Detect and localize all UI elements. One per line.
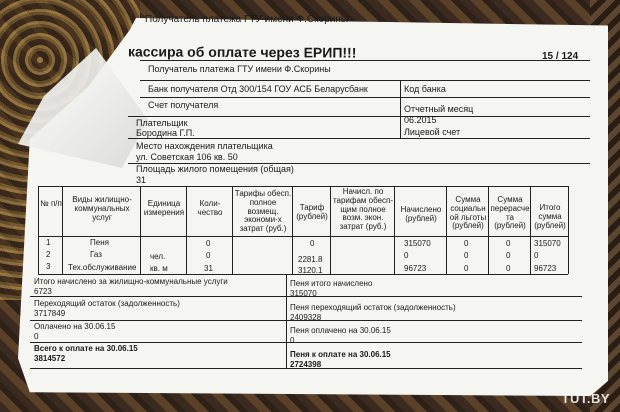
header-num: № п/п bbox=[40, 199, 62, 208]
row-service: Газ bbox=[90, 250, 102, 259]
table-col bbox=[140, 186, 141, 274]
row-num: 2 bbox=[46, 250, 51, 259]
row-recalc: 0 bbox=[506, 251, 511, 260]
bank: Банк получателя Отд 300/154 ГОУ АСБ Беларусбанк bbox=[148, 84, 368, 94]
address-label: Место нахождения плательщика bbox=[136, 141, 273, 151]
row-recalc: 0 bbox=[506, 239, 511, 248]
penalty-carryover-label: Пеня переходящий остаток (задолженность) bbox=[290, 303, 456, 312]
paid-value: 0 bbox=[34, 332, 39, 341]
row-num: 1 bbox=[46, 238, 51, 247]
header-accrued-full: Начисл. по тарифам обесп-щим полное возм. экон. затрат (руб.) bbox=[332, 187, 394, 232]
top-recipient-text: Получатель платежа ГТУ имени Ф.Скорины bbox=[145, 14, 349, 25]
penalty-due-value: 2724398 bbox=[290, 360, 322, 369]
account-label: Счет получателя bbox=[148, 100, 219, 110]
row-unit: чел. bbox=[150, 252, 166, 261]
header-line bbox=[128, 138, 590, 139]
due-value: 3814572 bbox=[34, 354, 66, 363]
table-col bbox=[394, 186, 395, 274]
header-social: Сумма социальн ой льготы (рублей) bbox=[449, 195, 487, 231]
penalty-carryover-value: 2409328 bbox=[290, 313, 322, 322]
row-total: 96723 bbox=[534, 264, 557, 273]
row-service: Пеня bbox=[90, 238, 109, 247]
row-qty: 31 bbox=[204, 264, 213, 273]
table-col bbox=[330, 186, 331, 274]
total-penalty-label: Пеня итого начислено bbox=[290, 279, 373, 288]
paid-label: Оплачено на 30.06.15 bbox=[34, 322, 116, 331]
header-unit: Единица измерения bbox=[143, 199, 185, 217]
table-col bbox=[186, 186, 187, 274]
row-num: 3 bbox=[46, 262, 51, 271]
tutby-watermark: TUT.BY bbox=[561, 391, 610, 406]
header-accrued: Начислено (рублей) bbox=[400, 205, 442, 223]
table-col bbox=[568, 186, 569, 274]
row-accrued: 96723 bbox=[404, 264, 427, 273]
penalty-paid-label: Пеня оплачено на 30.06.15 bbox=[290, 326, 391, 335]
total-penalty-value: 315070 bbox=[290, 289, 317, 298]
carryover-label: Переходящий остаток (задолженность) bbox=[34, 299, 180, 308]
table-col bbox=[446, 186, 447, 274]
personal-account-label: Лицевой счет bbox=[404, 127, 461, 137]
address-value: ул. Советская 106 кв. 50 bbox=[136, 152, 238, 162]
header-recalc: Сумма перерасче та (рублей) bbox=[490, 195, 530, 231]
header-line bbox=[128, 116, 590, 117]
row-tariff: 0 bbox=[310, 239, 315, 248]
penalty-paid-value: 0 bbox=[290, 336, 295, 345]
header-service: Виды жилищно-коммунальных услуг bbox=[72, 195, 132, 222]
row-tariff: 3120.1 bbox=[298, 266, 323, 275]
row-social: 0 bbox=[464, 264, 469, 273]
period-value: 06.2015 bbox=[404, 115, 437, 125]
row-qty: 0 bbox=[206, 239, 211, 248]
row-social: 0 bbox=[464, 239, 469, 248]
row-qty: 0 bbox=[206, 251, 211, 260]
row-tariff: 2281.8 bbox=[298, 255, 323, 264]
header-total: Итого сумма (рублей) bbox=[534, 203, 566, 230]
penalty-due-label: Пеня к оплате на 30.06.15 bbox=[290, 350, 391, 359]
payer-name: Бородина Г.П. bbox=[136, 128, 195, 138]
table-col bbox=[232, 186, 233, 274]
table-col bbox=[292, 186, 293, 274]
header-qty: Коли-чество bbox=[197, 199, 223, 217]
row-service: Тех.обслуживание bbox=[68, 263, 137, 272]
header-tariff-full: Тарифы обесп. полное возмещ. экономи-х затрат (руб.) bbox=[234, 189, 292, 234]
bank-code-label: Код банка bbox=[404, 84, 446, 94]
table-col bbox=[62, 186, 63, 274]
row-unit: кв. м bbox=[150, 264, 168, 273]
area-value: 31 bbox=[136, 175, 147, 185]
header-divider bbox=[400, 80, 401, 138]
summary-line bbox=[30, 342, 582, 343]
period-label: Отчетный месяц bbox=[404, 104, 474, 114]
total-housing-label: Итого начислено за жилищно-коммунальные услуги bbox=[34, 277, 228, 286]
header-line bbox=[140, 97, 590, 98]
due-label: Всего к оплате на 30.06.15 bbox=[34, 344, 138, 353]
header-line bbox=[140, 60, 590, 61]
recipient: Получатель платежа ГТУ имени Ф.Скорины bbox=[148, 64, 331, 74]
row-accrued: 0 bbox=[404, 251, 409, 260]
row-recalc: 0 bbox=[506, 264, 511, 273]
table-col bbox=[530, 186, 531, 274]
area-label: Площадь жилого помещения (общая) bbox=[136, 164, 294, 174]
payer-label: Плательщик bbox=[136, 118, 188, 128]
summary-divider bbox=[286, 274, 287, 368]
page-number: 15 / 124 bbox=[542, 51, 579, 62]
total-housing-value: 6723 bbox=[34, 287, 52, 296]
row-social: 0 bbox=[464, 251, 469, 260]
row-accrued: 315070 bbox=[404, 239, 431, 248]
table-col bbox=[488, 186, 489, 274]
header-tariff: Тариф (рублей) bbox=[296, 203, 328, 221]
header-line bbox=[140, 80, 590, 81]
row-total: 0 bbox=[534, 251, 539, 260]
table-col bbox=[38, 186, 39, 274]
carryover-value: 3717849 bbox=[34, 309, 66, 318]
row-total: 315070 bbox=[534, 239, 561, 248]
receipt-title: кассира об оплате через ЕРИП!!! bbox=[127, 43, 357, 61]
